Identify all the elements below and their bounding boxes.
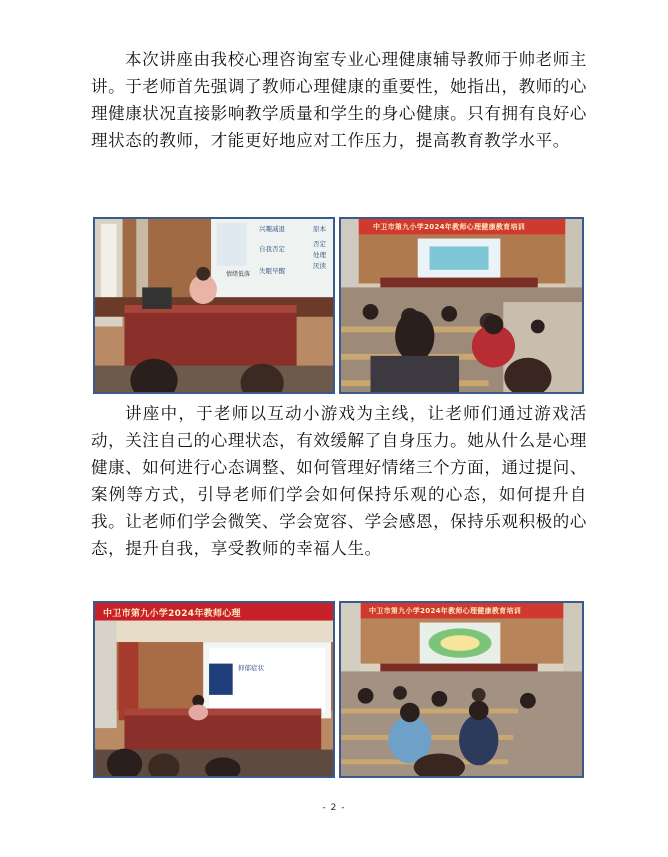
photo-banner: 中卫市第九小学2024年教师心理健康教育培训 [369,607,522,615]
slide-item-1: 兴趣减退 [259,225,285,233]
audience-photo-1 [339,217,584,394]
page-number: - 2 - [322,803,346,813]
slide-side-4: 厌读 [313,262,326,270]
slide-side-2: 否定 [313,240,326,248]
intro-paragraph: 本次讲座由我校心理咨询室专业心理健康辅导教师于帅老师主讲。于老师首先强调了教师心理健康的重要性，她指出，教师的心理健康状况直接影响教学质量和学生的身心健康。只有拥有良好心理状态的教师，才能更好地应对工作压力，提高教育教学水平。 [91,50,587,150]
lecture-photo-1-scene [95,219,333,392]
audience-photo-1-scene [341,219,582,392]
body-paragraph: 讲座中，于老师以互动小游戏为主线，让老师们通过游戏活动，关注自己的心理状态，有效缓解了自身压力。她从什么是心理健康、如何进行心态调整、如何管理好情绪三个方面，通过提问、案例等方式，引导老师们学会如何保持乐观的心态，如何提升自我。让老师们学会微笑、学会宽容、学会感恩，保持乐观积极的心态，提升自我，享受教师的幸福人生。 [91,404,587,558]
slide-side-1: 原本 [313,225,326,233]
audience-photo-2-scene [341,603,582,776]
photo-banner: 中卫市第九小学2024年教师心理健康教育培训 [373,223,526,231]
photo-row-1 [93,217,584,394]
slide-item-2: 自我否定 [259,245,285,253]
slide-title: 抑郁症状 [238,664,264,672]
slide-item-3: 失眠早醒 [259,267,285,275]
slide-side-3: 处理 [313,251,326,259]
photo-banner: 中卫市第九小学2024年教师心理 [103,609,241,619]
lecture-photo-1 [93,217,335,394]
slide-caption: 情绪低落 [226,271,251,278]
lecture-photo-2-scene [95,603,333,776]
audience-photo-2 [339,601,584,778]
photo-row-2 [93,601,584,778]
lecture-photo-2 [93,601,335,778]
